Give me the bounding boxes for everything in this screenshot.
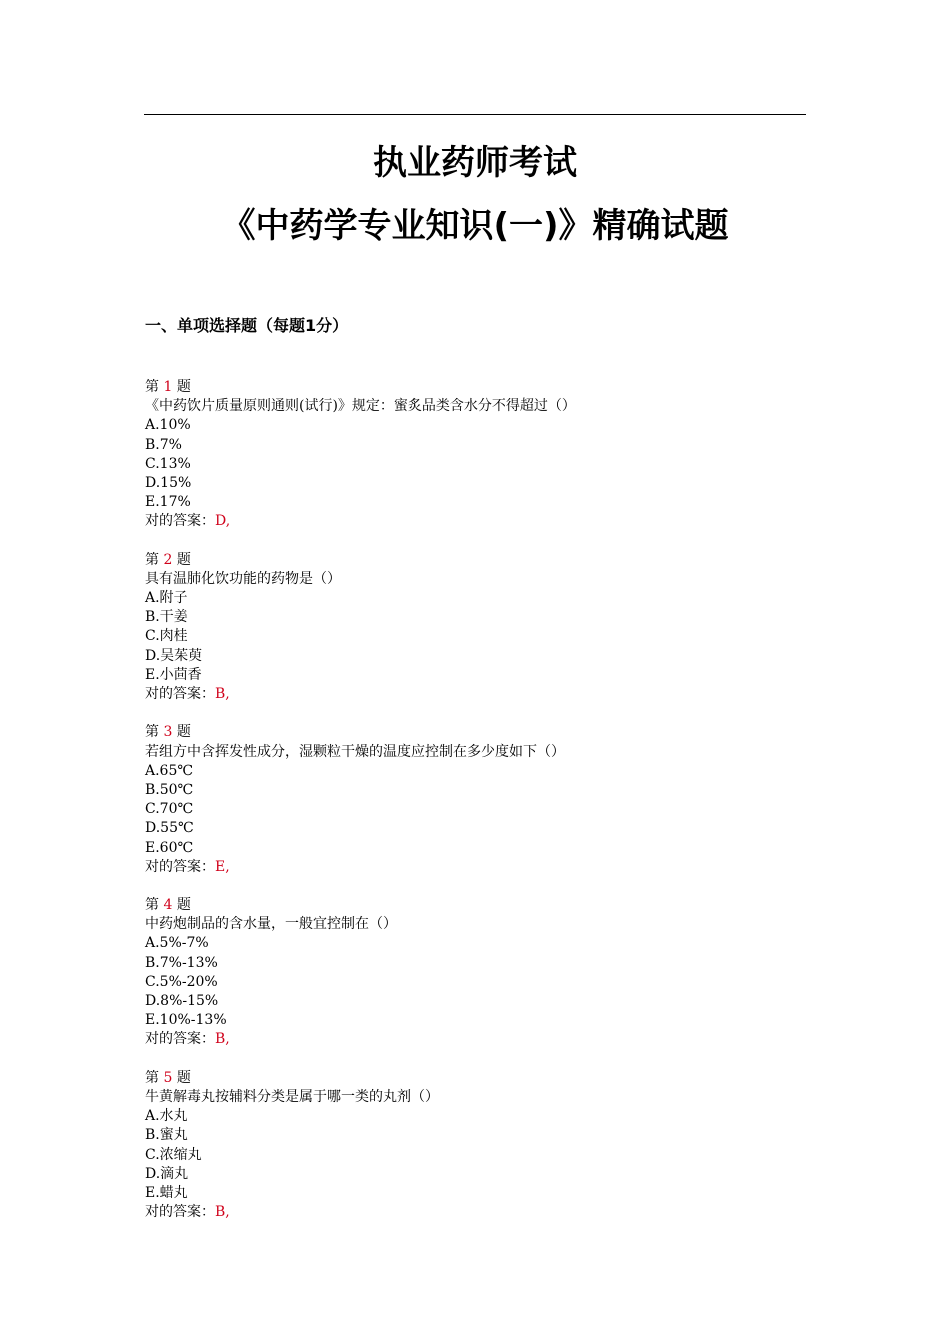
correct-answer	[145, 512, 825, 531]
answer-option: B.蜜丸	[145, 1127, 188, 1144]
answer-option: E.蜡丸	[145, 1184, 188, 1201]
question-text: 牛黄解毒丸按辅料分类是属于哪一类的丸剂（）	[145, 1088, 439, 1105]
correct-answer	[145, 1030, 825, 1049]
answer-label: 对的答案：	[145, 686, 215, 702]
answer-option: B.7%-13%	[145, 954, 218, 971]
answer-option: A.5%-7%	[145, 935, 209, 952]
answer-option: D.15%	[145, 474, 192, 491]
document-subtitle: 《中药学专业知识(一)》精确试题	[221, 206, 729, 246]
answer-option: B.7%	[145, 436, 182, 453]
question-number: 3	[163, 724, 173, 741]
answer-option: D.吴茱萸	[145, 647, 203, 664]
question-suffix: 题	[176, 379, 191, 395]
answer-option: D.滴丸	[145, 1165, 189, 1182]
answer-option: E.17%	[145, 494, 191, 511]
section-heading: 一、单项选择题（每题1分）	[145, 316, 349, 335]
answer-option: B.干姜	[145, 609, 188, 626]
question-prefix: 第	[145, 379, 159, 395]
answer-option: A.附子	[145, 590, 188, 607]
answer-value: D,	[215, 513, 231, 530]
question-prefix: 第	[145, 551, 159, 568]
question-header	[145, 551, 825, 570]
answer-label: 对的答案：	[145, 1204, 215, 1221]
answer-value: B,	[215, 1204, 230, 1221]
question-header	[145, 1069, 825, 1088]
question-number: 5	[163, 1069, 173, 1086]
question-text: 《中药饮片质量原则通则(试行)》规定：蜜炙品类含水分不得超过（）	[145, 398, 576, 415]
answer-label: 对的答案：	[145, 1031, 215, 1048]
answer-option: C.肉桂	[145, 628, 188, 645]
answer-option: D.55℃	[145, 820, 194, 837]
answer-value: B,	[215, 1031, 230, 1048]
correct-answer	[145, 858, 825, 877]
question-prefix: 第	[145, 724, 159, 741]
answer-option: E.60℃	[145, 839, 194, 856]
question-number: 1	[163, 379, 173, 395]
answer-label: 对的答案：	[145, 858, 215, 875]
header-rule	[144, 114, 806, 115]
answer-option: E.10%-13%	[145, 1012, 227, 1029]
correct-answer	[145, 1203, 825, 1222]
answer-option: C.70℃	[145, 801, 194, 818]
question-text: 若组方中含挥发性成分，湿颗粒干燥的温度应控制在多少度如下（）	[145, 743, 565, 760]
question-number: 4	[163, 897, 173, 914]
question-suffix: 题	[176, 724, 191, 741]
answer-option: A.水丸	[145, 1108, 188, 1125]
answer-value: B,	[215, 686, 230, 702]
answer-option: A.10%	[145, 417, 191, 434]
answer-option: D.8%-15%	[145, 993, 219, 1009]
question-block	[145, 551, 825, 705]
question-block	[145, 723, 825, 877]
question-header	[145, 723, 825, 742]
question-prefix: 第	[145, 1069, 159, 1086]
question-block	[145, 896, 825, 1050]
question-text: 中药炮制品的含水量，一般宜控制在（）	[145, 916, 397, 933]
question-header	[145, 378, 825, 397]
question-suffix: 题	[176, 897, 191, 914]
question-suffix: 题	[176, 551, 191, 568]
question-suffix: 题	[176, 1069, 191, 1086]
answer-option: A.65℃	[145, 762, 194, 779]
question-text: 具有温肺化饮功能的药物是（）	[145, 570, 341, 587]
question-block	[145, 378, 825, 532]
question-list	[145, 378, 825, 1241]
answer-option: E.小茴香	[145, 666, 202, 683]
question-number: 2	[163, 551, 173, 568]
document-title: 执业药师考试	[373, 143, 577, 183]
answer-option: C.浓缩丸	[145, 1146, 202, 1163]
answer-option: B.50℃	[145, 781, 194, 798]
question-block	[145, 1069, 825, 1223]
question-header	[145, 896, 825, 915]
answer-label: 对的答案：	[145, 513, 215, 530]
answer-option: C.13%	[145, 455, 191, 472]
answer-value: E,	[215, 858, 230, 875]
correct-answer	[145, 685, 825, 704]
answer-option: C.5%-20%	[145, 973, 218, 990]
question-prefix: 第	[145, 897, 159, 914]
